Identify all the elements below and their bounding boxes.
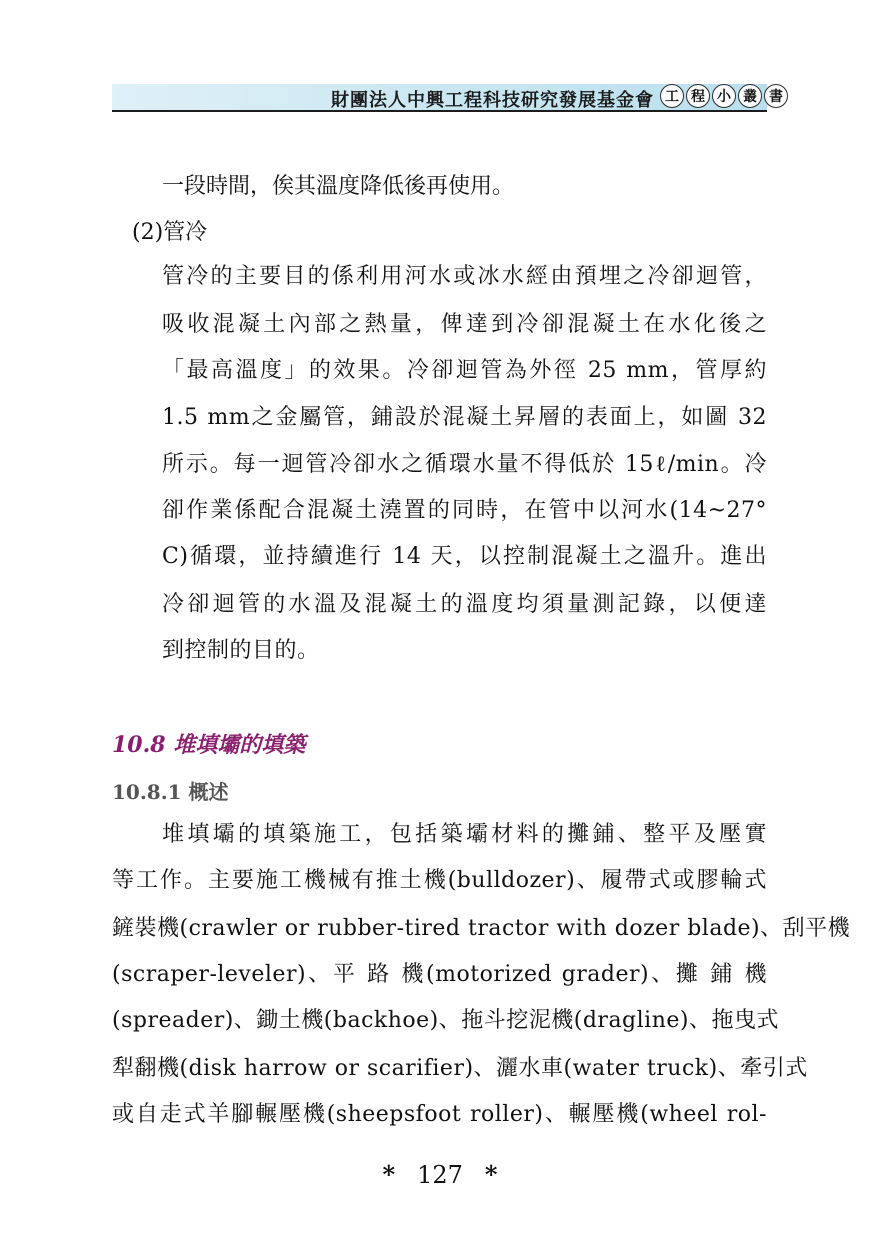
body-line: 吸收混凝土內部之熱量，俾達到冷卻混凝土在水化後之 <box>162 312 767 337</box>
subsection-heading: 10.8.1 概述 <box>112 780 229 804</box>
body-line: (scraper-leveler)、平 路 機(motorized grader)、攤 鋪 機 <box>112 962 767 987</box>
body-line: C)循環，並持續進行 14 天，以控制混凝土之溫升。進出 <box>162 544 767 569</box>
list-item-heading: (2)管冷 <box>132 220 208 245</box>
body-line: 管冷的主要目的係利用河水或冰水經由預埋之冷卻迴管， <box>162 264 767 289</box>
body-line: 卻作業係配合混凝土澆置的同時，在管中以河水(14~27° <box>162 498 767 523</box>
body-line: 一段時間，俟其溫度降低後再使用。 <box>162 174 515 199</box>
series-char: 程 <box>686 84 710 108</box>
series-char: 小 <box>712 84 736 108</box>
series-char: 書 <box>764 84 788 108</box>
footer-star: * <box>484 1160 498 1189</box>
body-line: 冷卻迴管的水溫及混凝土的溫度均須量測記錄，以便達 <box>162 592 767 617</box>
footer-star: * <box>382 1160 396 1189</box>
series-char: 叢 <box>738 84 762 108</box>
section-heading: 10.8 堆填壩的填築 <box>112 732 306 758</box>
body-line: 鏟裝機(crawler or rubber-tired tractor with dozer blade)、刮平機 <box>112 916 851 941</box>
body-line: (spreader)、鋤土機(backhoe)、拖斗挖泥機(dragline)、拖曳式 <box>112 1008 779 1033</box>
body-line: 1.5 mm之金屬管，鋪設於混凝土昇層的表面上，如圖 32 <box>162 405 767 430</box>
body-line: 堆填壩的填築施工，包括築壩材料的攤鋪、整平及壓實 <box>162 822 767 847</box>
body-line: 「最高溫度」的效果。冷卻迴管為外徑 25 mm，管厚約 <box>162 358 767 383</box>
body-line: 或自走式羊腳輾壓機(sheepsfoot roller)、輾壓機(wheel rol- <box>112 1102 767 1127</box>
series-badge <box>660 84 788 108</box>
body-line: 所示。每一迴管冷卻水之循環水量不得低於 15ℓ/min。冷 <box>162 452 767 477</box>
body-line: 到控制的目的。 <box>162 638 320 663</box>
series-char: 工 <box>660 84 684 108</box>
body-line: 犁翻機(disk harrow or scarifier)、灑水車(water truck)、牽引式 <box>112 1056 808 1081</box>
page-number: 127 <box>417 1161 463 1189</box>
page-footer <box>0 1160 880 1189</box>
header-organization: 財團法人中興工程科技研究發展基金會 <box>331 90 654 111</box>
body-line: 等工作。主要施工機械有推土機(bulldozer)、履帶式或膠輪式 <box>112 868 767 893</box>
